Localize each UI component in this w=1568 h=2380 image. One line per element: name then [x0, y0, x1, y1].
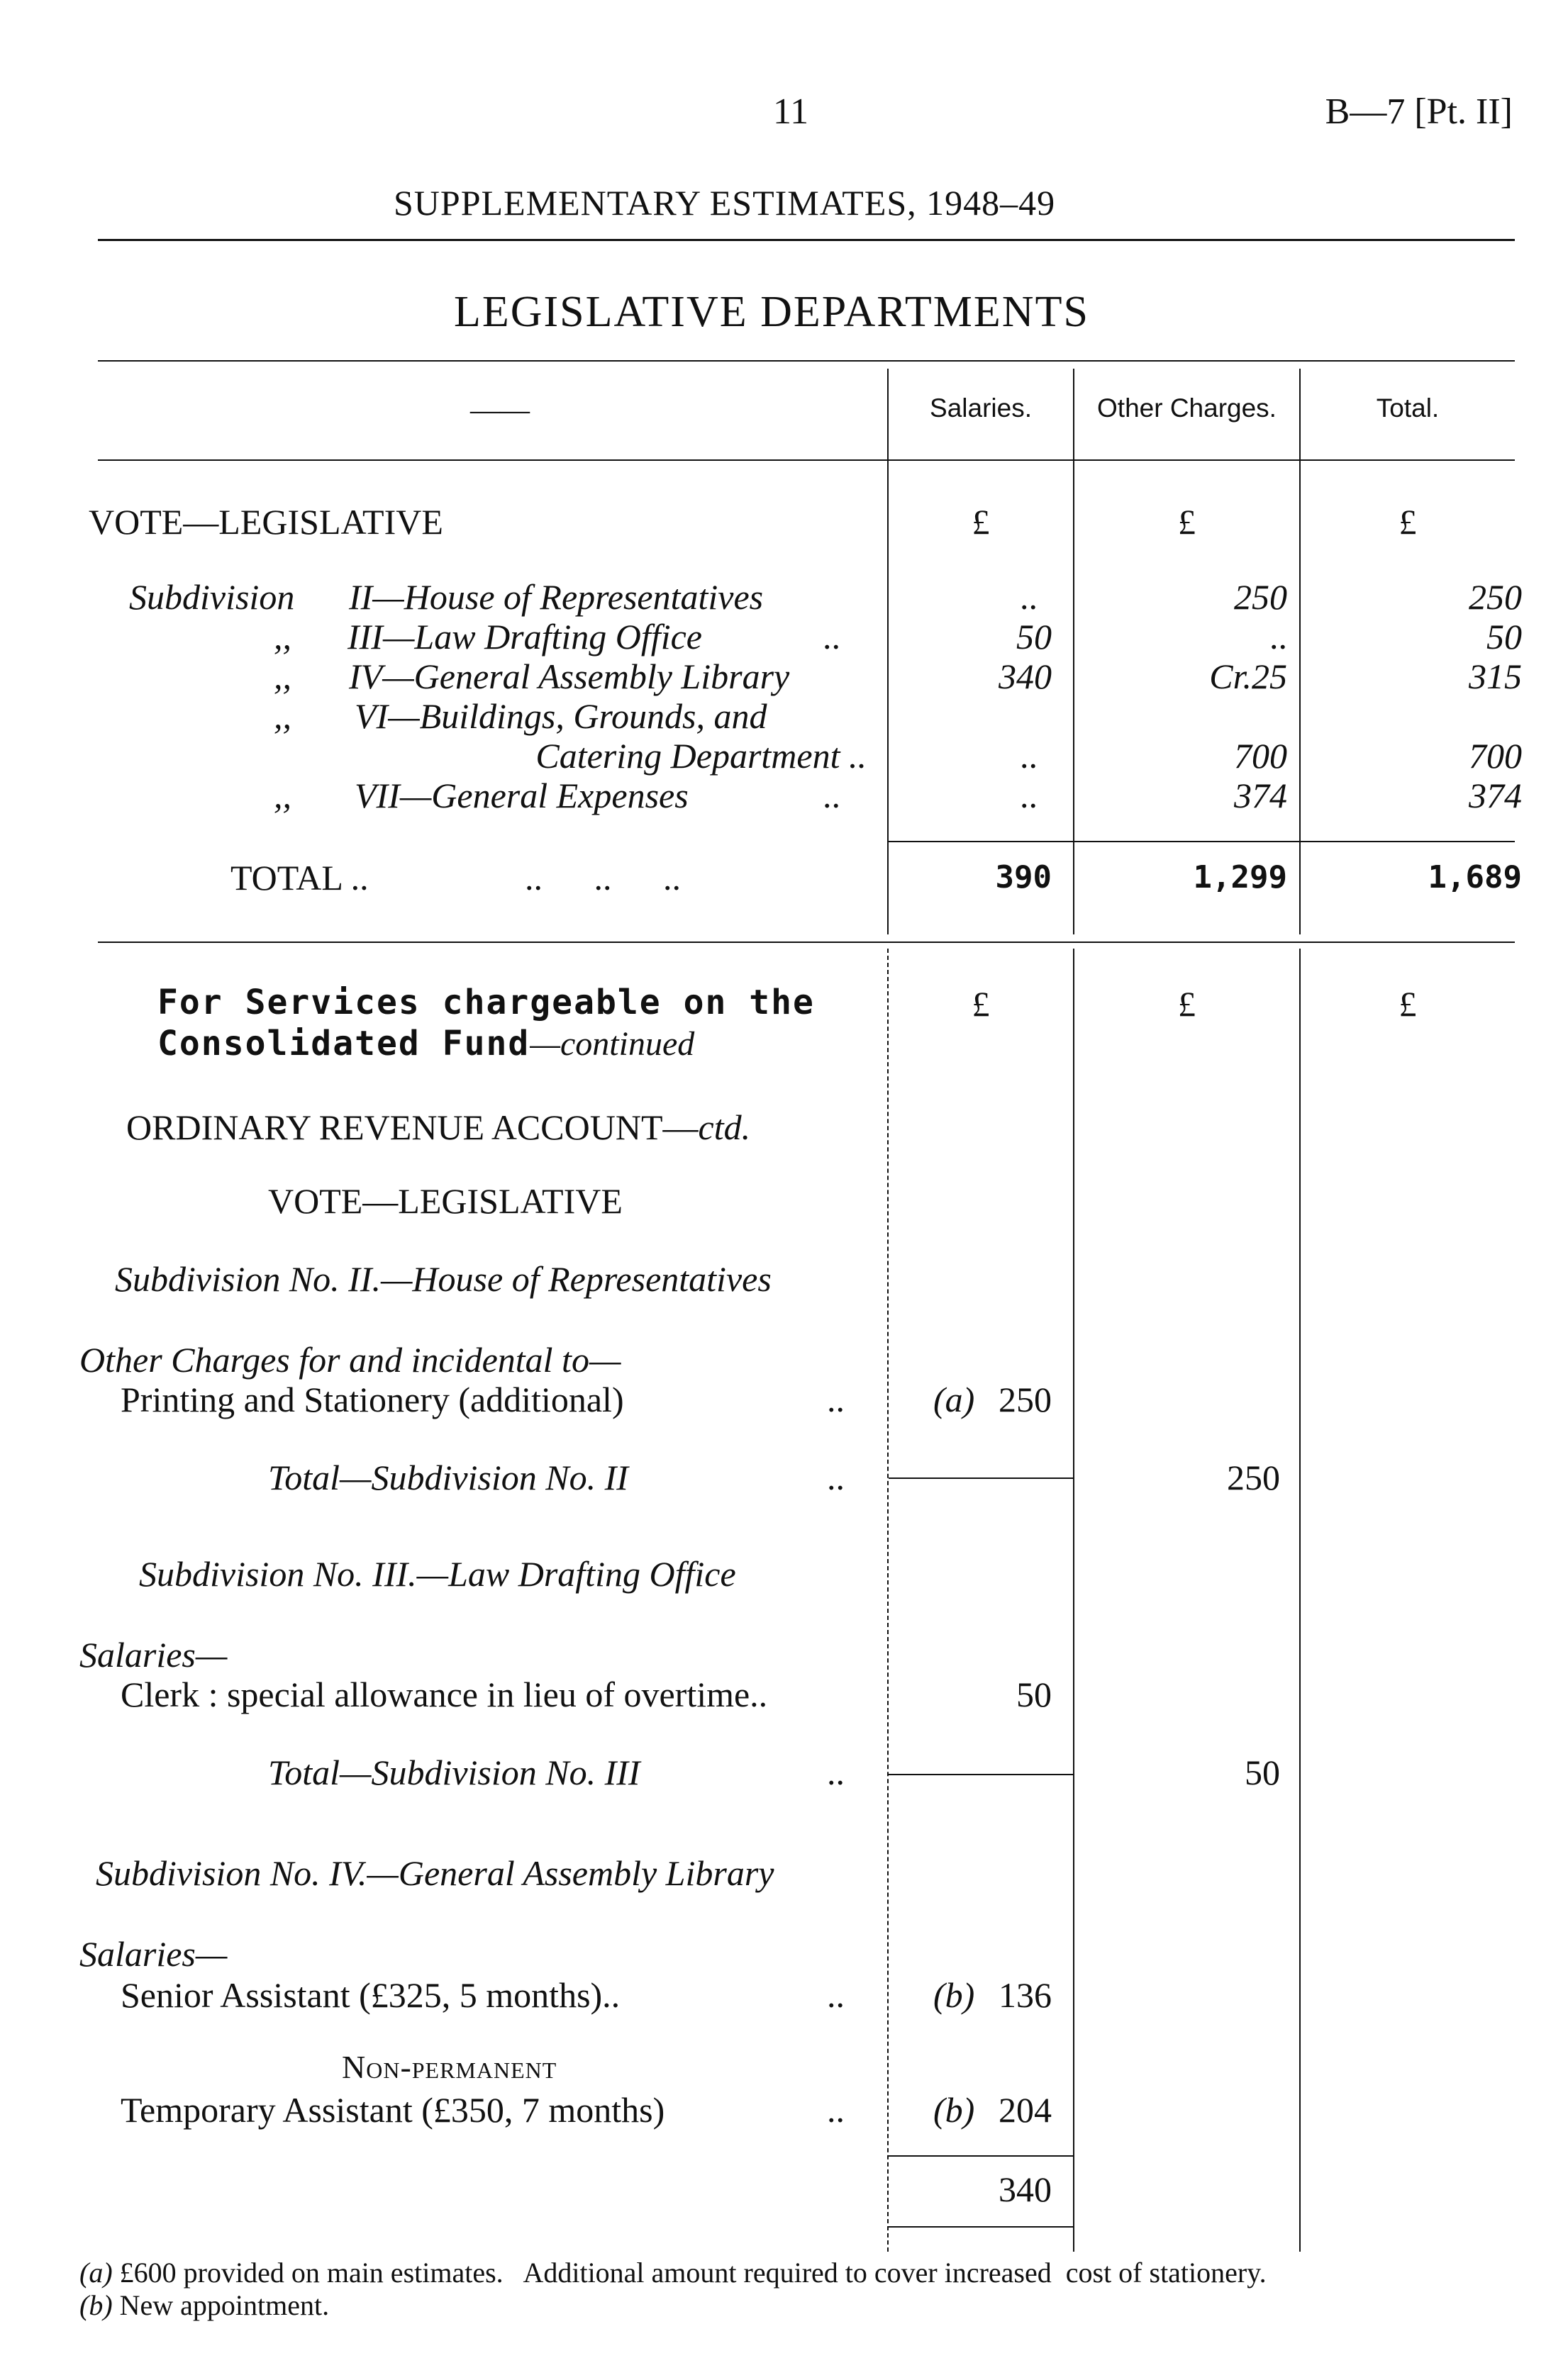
table-top-rule	[98, 360, 1515, 362]
subdivision-3-group: Salaries—	[79, 1635, 228, 1675]
non-permanent-heading: Non-permanent	[342, 2049, 557, 2085]
account-heading: ORDINARY REVENUE ACCOUNT—ctd.	[126, 1107, 751, 1147]
subdivision-3-title: Subdivision No. III.—Law Drafting Office	[139, 1554, 736, 1594]
subdivision-2-total: 250	[1227, 1458, 1280, 1497]
summary-currency-total: £	[1399, 502, 1417, 542]
column-header-blank: ——	[470, 394, 530, 427]
row-prefix: Subdivision	[129, 577, 295, 617]
row-other: 374	[1234, 776, 1287, 815]
subdivision-4-item-2-amount: 204	[999, 2090, 1052, 2130]
row-salaries: ..	[1020, 776, 1038, 815]
row-total: 250	[1469, 577, 1522, 617]
row-salaries: 340	[999, 657, 1052, 696]
subdivision-2-total-dots: ..	[827, 1458, 845, 1497]
detail-heading-italic: —continued	[530, 1025, 695, 1063]
row-other: 250	[1234, 577, 1287, 617]
column-header-rule	[98, 459, 1515, 461]
section-divider-rule	[98, 942, 1515, 943]
subdivision-2-title: Subdivision No. II.—House of Representatives	[115, 1259, 772, 1299]
document-title: SUPPLEMENTARY ESTIMATES, 1948–49	[394, 183, 1056, 223]
subdivision-2-note: (a)	[933, 1380, 975, 1419]
row-label: II—House of Representatives	[349, 577, 764, 617]
row-other: 700	[1234, 736, 1287, 776]
row-prefix: ,,	[274, 617, 291, 657]
detail-currency-total: £	[1399, 984, 1417, 1024]
row-label: III—Law Drafting Office	[347, 617, 702, 657]
subdivision-3-total-label: Total—Subdivision No. III	[268, 1753, 640, 1792]
subdivision-3-item: Clerk : special allowance in lieu of overtime..	[121, 1675, 768, 1714]
summary-total-other: 1,299	[1193, 859, 1287, 895]
row-label: IV—General Assembly Library	[349, 657, 790, 696]
header-rule	[98, 239, 1515, 241]
subdivision-4-item-2-note: (b)	[933, 2090, 975, 2130]
subdivision-3-rule	[889, 1774, 1073, 1775]
summary-currency-other: £	[1178, 502, 1196, 542]
row-total: 315	[1469, 657, 1522, 696]
detail-heading-bold: Consolidated Fund	[157, 1024, 530, 1063]
page-number: 11	[773, 91, 809, 132]
summary-currency-salaries: £	[972, 502, 990, 542]
subdivision-3-total: 50	[1245, 1753, 1280, 1792]
subdivision-4-item-2: Temporary Assistant (£350, 7 months)	[121, 2090, 665, 2130]
footnote-a	[79, 2256, 1267, 2289]
subdivision-4-subtotal-rule-top	[889, 2155, 1073, 2157]
row-prefix: ,,	[274, 657, 291, 696]
subdivision-4-item-2-dots: ..	[827, 2090, 845, 2130]
subdivision-2-total-label: Total—Subdivision No. II	[268, 1458, 628, 1497]
summary-total-total: 1,689	[1428, 859, 1522, 895]
row-salaries: ..	[1020, 577, 1038, 617]
subdivision-4-item-1-note: (b)	[933, 1975, 975, 2015]
subdivision-4-item-1-amount: 136	[999, 1975, 1052, 2015]
row-total: 50	[1486, 617, 1522, 657]
detail-heading-line2	[157, 1024, 694, 1063]
summary-total-salaries: 390	[995, 859, 1052, 895]
subdivision-4-subtotal-rule-bottom	[889, 2226, 1073, 2228]
subdivision-2-rule	[889, 1477, 1073, 1479]
row-prefix: ,,	[274, 696, 291, 736]
summary-vote-label: VOTE—LEGISLATIVE	[89, 502, 443, 542]
detail-heading-line1: For Services chargeable on the	[157, 983, 815, 1022]
row-salaries: ..	[1020, 736, 1038, 776]
subdivision-3-total-dots: ..	[827, 1753, 845, 1792]
row-total: 700	[1469, 736, 1522, 776]
row-prefix: ,,	[274, 776, 291, 815]
row-other: Cr.25	[1209, 657, 1287, 696]
summary-total-dots: .. .. ..	[525, 858, 681, 898]
subdivision-3-amount: 50	[1016, 1675, 1052, 1714]
subdivision-4-title: Subdivision No. IV.—General Assembly Library	[96, 1853, 774, 1893]
subdivision-4-item-1: Senior Assistant (£325, 5 months)..	[121, 1975, 621, 2015]
subdivision-4-subtotal: 340	[999, 2169, 1052, 2209]
subdivision-2-item: Printing and Stationery (additional)	[121, 1380, 624, 1419]
row-dots: ..	[823, 776, 840, 815]
footnote-b-text: New appointment.	[119, 2289, 330, 2321]
row-label: VI—Buildings, Grounds, and	[355, 696, 767, 736]
section-title: LEGISLATIVE DEPARTMENTS	[454, 288, 1089, 336]
footnote-b	[79, 2289, 329, 2322]
footnote-a-mark: (a)	[79, 2257, 113, 2289]
summary-total-label: TOTAL ..	[230, 858, 369, 898]
detail-vote-label: VOTE—LEGISLATIVE	[268, 1181, 623, 1221]
detail-column-rule-2	[1073, 949, 1074, 2252]
row-label: VII—General Expenses	[355, 776, 689, 815]
subdivision-2-item-dots: ..	[827, 1380, 845, 1419]
detail-currency-salaries: £	[972, 984, 990, 1024]
row-salaries: 50	[1016, 617, 1052, 657]
row-other: ..	[1269, 617, 1287, 657]
footnote-a-text: £600 provided on main estimates. Additional amount required to cover increased cost of stationery.	[119, 2257, 1267, 2289]
row-label-continued: Catering Department ..	[535, 736, 867, 776]
detail-column-rule-1	[887, 949, 889, 2252]
subdivision-4-item-1-dots: ..	[827, 1975, 845, 2015]
detail-column-rule-3	[1299, 949, 1301, 2252]
detail-currency-other: £	[1178, 984, 1196, 1024]
row-dots: ..	[823, 617, 840, 657]
footnote-b-mark: (b)	[79, 2289, 113, 2321]
column-header-total: Total.	[1376, 393, 1440, 423]
subdivision-2-amount: 250	[999, 1380, 1052, 1419]
summary-total-rule	[889, 841, 1515, 842]
row-total: 374	[1469, 776, 1522, 815]
column-header-other-charges: Other Charges.	[1097, 393, 1277, 423]
document-reference: B—7 [Pt. II]	[1325, 91, 1513, 132]
subdivision-2-group: Other Charges for and incidental to—	[79, 1340, 621, 1380]
subdivision-4-group: Salaries—	[79, 1934, 228, 1974]
column-header-salaries: Salaries.	[930, 393, 1032, 423]
